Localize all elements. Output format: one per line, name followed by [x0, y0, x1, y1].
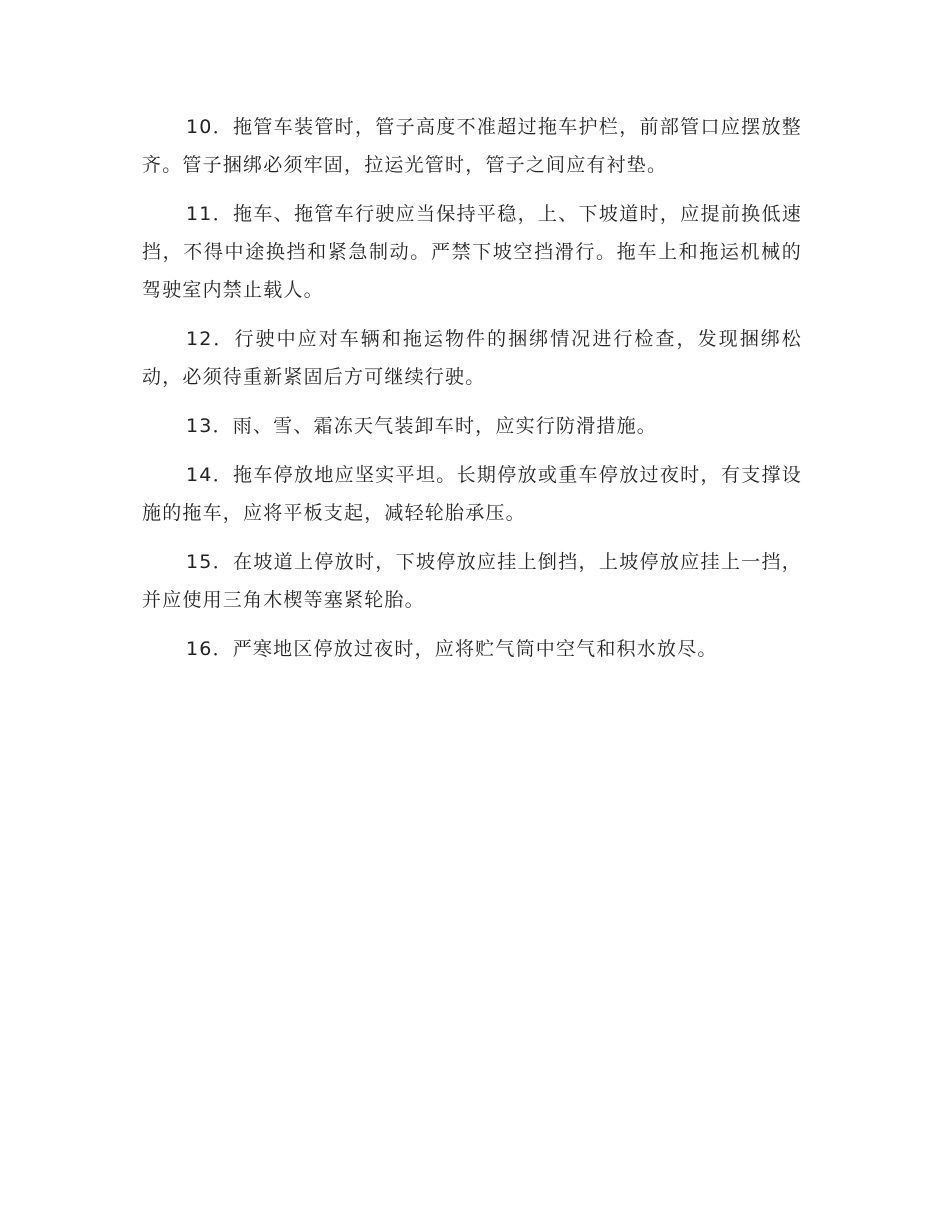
paragraph-16: 16．严寒地区停放过夜时，应将贮气筒中空气和积水放尽。 — [186, 638, 718, 660]
paragraph-14: 14．拖车停放地应坚实平坦。长期停放或重车停放过夜时，有支撑设施的拖车，应将平板支起，减轻轮胎承压。 — [142, 464, 802, 524]
document-body — [142, 108, 802, 679]
paragraph-15: 15．在坡道上停放时，下坡停放应挂上倒挡，上坡停放应挂上一挡，并应使用三角木楔等塞紧轮胎。 — [142, 551, 802, 611]
paragraph-13: 13．雨、雪、霜冻天气装卸车时，应实行防滑措施。 — [186, 415, 657, 437]
paragraph-12: 12．行驶中应对车辆和拖运物件的捆绑情况进行检查，发现捆绑松动，必须待重新紧固后方可继续行驶。 — [142, 328, 802, 388]
paragraph-11: 11．拖车、拖管车行驶应当保持平稳，上、下坡道时，应提前换低速挡，不得中途换挡和紧急制动。严禁下坡空挡滑行。拖车上和拖运机械的驾驶室内禁止载人。 — [142, 203, 802, 301]
paragraph-10: 10．拖管车装管时，管子高度不准超过拖车护栏，前部管口应摆放整齐。管子捆绑必须牢固，拉运光管时，管子之间应有衬垫。 — [142, 116, 802, 176]
